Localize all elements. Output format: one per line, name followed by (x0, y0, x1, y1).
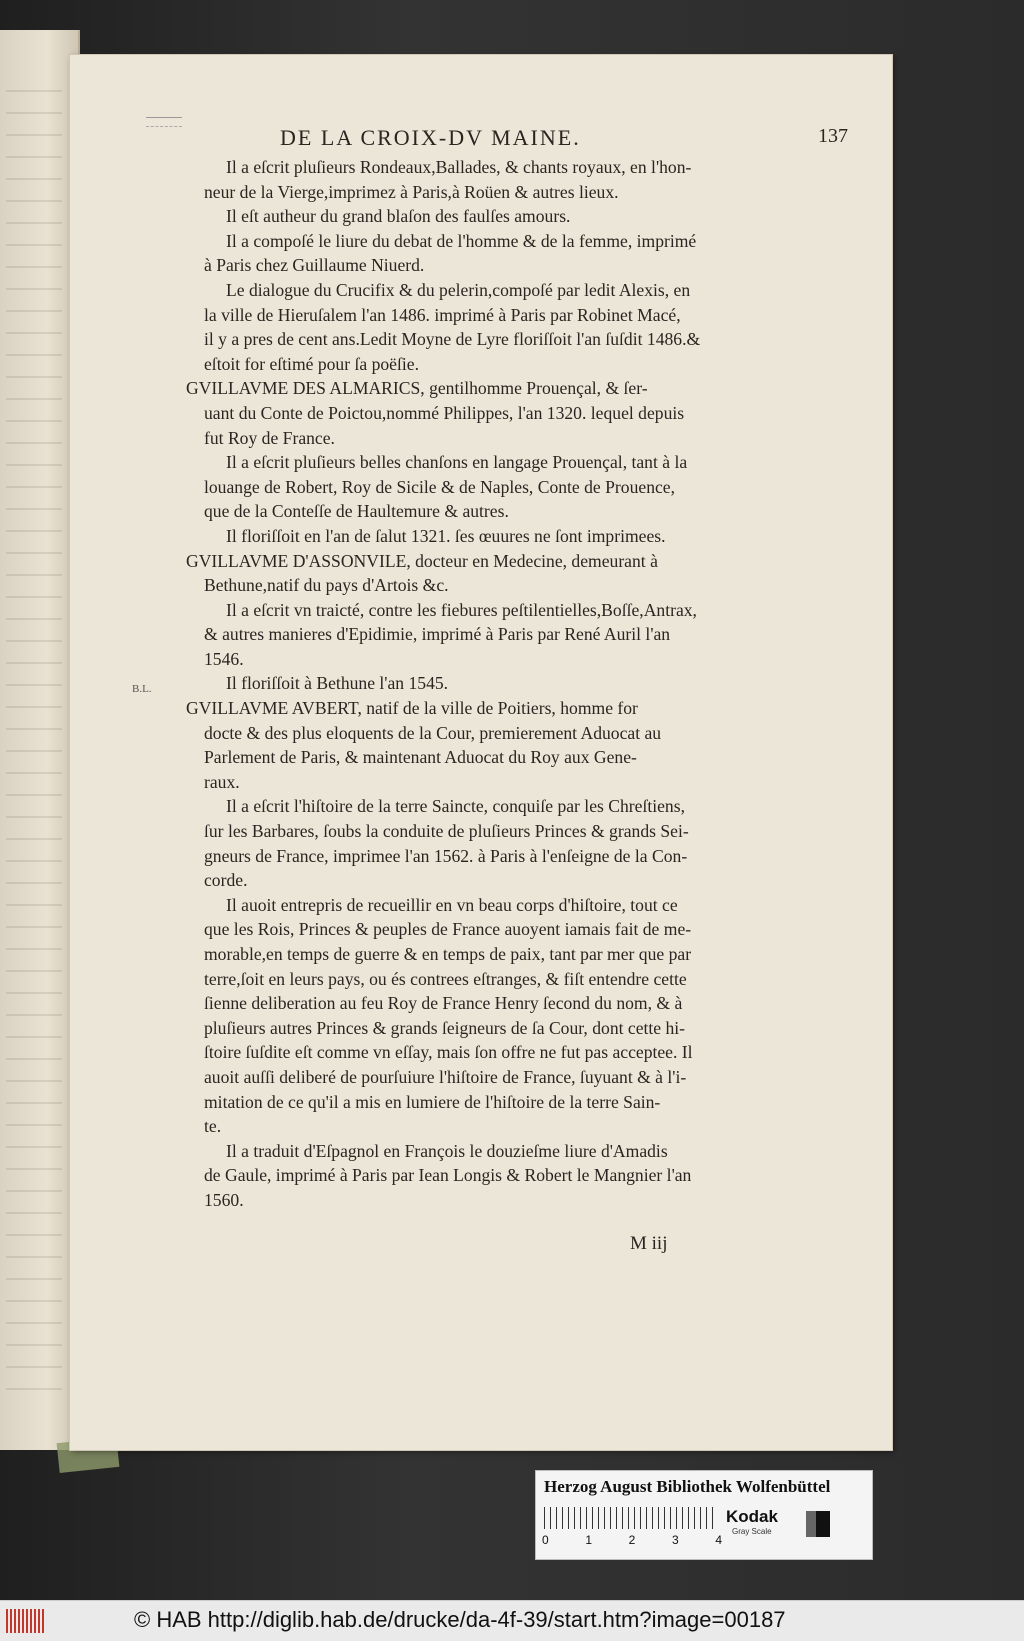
black-swatch (816, 1511, 830, 1537)
text-line: mitation de ce qu'il a mis en lumiere de l'hiſtoire de la terre Sain- (204, 1091, 661, 1112)
text-line: GVILLAVME DES ALMARICS, gentilhomme Prouençal, & ſer- (186, 378, 648, 399)
text-line: & autres manieres d'Epidimie, imprimé à Paris par René Auril l'an (204, 624, 671, 645)
text-line: 1546. (204, 648, 244, 669)
body-text (180, 155, 840, 1213)
text-line: Il a eſcrit pluſieurs belles chanſons en langage Prouençal, tant à la (226, 452, 688, 473)
text-line: ſienne deliberation au feu Roy de France Henry ſecond du nom, & à (204, 993, 683, 1014)
running-head-text: DE LA CROIX-DV MAINE. (280, 125, 581, 150)
text-line: Il auoit entrepris de recueillir en vn beau corps d'hiſtoire, tout ce (226, 894, 678, 915)
kodak-brand: Kodak (726, 1507, 778, 1526)
ruler-ticks (542, 1533, 722, 1547)
margin-note: B.L. (132, 683, 152, 695)
text-line: te. (204, 1116, 222, 1137)
text-line: Il eſt autheur du grand blaſon des faulſes amours. (226, 206, 571, 227)
text-line: Il a eſcrit vn traicté, contre les fiebures peſtilentielles,Boſſe,Antrax, (226, 599, 697, 620)
scale-ruler (544, 1507, 714, 1529)
tick-label: 3 (671, 1533, 679, 1547)
viewer-footer (0, 1600, 1024, 1641)
text-line: Parlement de Paris, & maintenant Aduocat du Roy aux Gene- (204, 747, 637, 768)
text-line: corde. (204, 870, 248, 891)
tick-label: 0 (542, 1533, 549, 1547)
gray-swatch (806, 1511, 816, 1537)
tick-label: 4 (715, 1533, 722, 1547)
text-line: terre,ſoit en leurs pays, ou és contrees eſtranges, & fiſt entendre cette (204, 968, 687, 989)
text-line: Bethune,natif du pays d'Artois &c. (204, 575, 449, 596)
text-line: ſur les Barbares, ſoubs la conduite de pluſieurs Princes & grands Sei- (204, 821, 689, 842)
text-line: neur de la Vierge,imprimez à Paris,à Roüen & autres lieux. (204, 181, 619, 202)
text-line: 1560. (204, 1189, 244, 1210)
text-line: GVILLAVME AVBERT, natif de la ville de Poitiers, homme for (186, 698, 638, 719)
previous-page-edge (0, 30, 80, 1450)
running-head (280, 125, 848, 151)
tick-label: 1 (585, 1533, 593, 1547)
text-line: il y a pres de cent ans.Ledit Moyne de Lyre floriſſoit l'an ſuſdit 1486.& (204, 329, 701, 350)
text-line: Le dialogue du Crucifix & du pelerin,compoſé par ledit Alexis, en (226, 279, 691, 300)
library-name: Herzog August Bibliothek Wolfenbüttel (544, 1477, 831, 1496)
text-line: la ville de Hieruſalem l'an 1486. imprimé à Paris par Robinet Macé, (204, 304, 681, 325)
text-line: GVILLAVME D'ASSONVILE, docteur en Medecine, demeurant à (186, 550, 658, 571)
text-line: de Gaule, imprimé à Paris par Iean Longis & Robert le Mangnier l'an (204, 1165, 692, 1186)
signature-mark: M iij (630, 1233, 668, 1254)
text-line: à Paris chez Guillaume Niuerd. (204, 255, 425, 276)
text-line: que de la Conteſſe de Haultemure & autres. (204, 501, 509, 522)
text-line: que les Rois, Princes & peuples de France auoyent iamais fait de me- (204, 919, 692, 940)
text-line: raux. (204, 771, 240, 792)
library-color-stamp (535, 1470, 873, 1560)
text-line: Il a compoſé le liure du debat de l'homme & de la femme, imprimé (226, 230, 697, 251)
text-line: gneurs de France, imprimee l'an 1562. à Paris à l'enſeigne de la Con- (204, 845, 688, 866)
text-line: morable,en temps de guerre & en temps de paix, tant par mer que par (204, 944, 692, 964)
text-line: fut Roy de France. (204, 427, 335, 448)
text-line: louange de Robert, Roy de Sicile & de Naples, Conte de Prouence, (204, 476, 676, 497)
book-page (70, 55, 892, 1450)
text-line: Il a traduit d'Eſpagnol en François le douzieſme liure d'Amadis (226, 1140, 668, 1161)
gray-scale-label: Gray Scale (732, 1527, 772, 1536)
text-line: Il floriſſoit à Bethune l'an 1545. (226, 673, 449, 694)
source-url[interactable]: © HAB http://diglib.hab.de/drucke/da-4f-39/start.htm?image=00187 (134, 1607, 786, 1632)
page-edge-bleed (6, 90, 62, 1390)
text-line: docte & des plus eloquents de la Cour, premierement Aduocat au (204, 722, 662, 743)
text-line: Il floriſſoit en l'an de ſalut 1321. ſes œuures ne ſont imprimees. (226, 525, 666, 546)
head-ornament (146, 117, 182, 127)
text-line: pluſieurs autres Princes & grands ſeigneurs de ſa Cour, dont cette hi- (204, 1017, 686, 1038)
text-line: eſtoit for eſtimé pour ſa poëſie. (204, 353, 419, 374)
text-line: ſtoire ſuſdite eſt comme vn eſſay, mais ſon offre ne fut pas acceptee. Il (204, 1042, 693, 1063)
text-line: Il a eſcrit pluſieurs Rondeaux,Ballades, & chants royaux, en l'hon- (226, 157, 692, 177)
tick-label: 2 (628, 1533, 636, 1547)
page-number: 137 (818, 125, 848, 147)
text-line: uant du Conte de Poictou,nommé Philippes, l'an 1320. lequel depuis (204, 402, 685, 423)
barcode-icon (6, 1609, 46, 1633)
text-line: Il a eſcrit l'hiſtoire de la terre Saincte, conquiſe par les Chreſtiens, (226, 796, 685, 817)
text-line: auoit auſſi deliberé de pourſuiure l'hiſtoire de France, ſuyuant & à l'i- (204, 1066, 687, 1087)
